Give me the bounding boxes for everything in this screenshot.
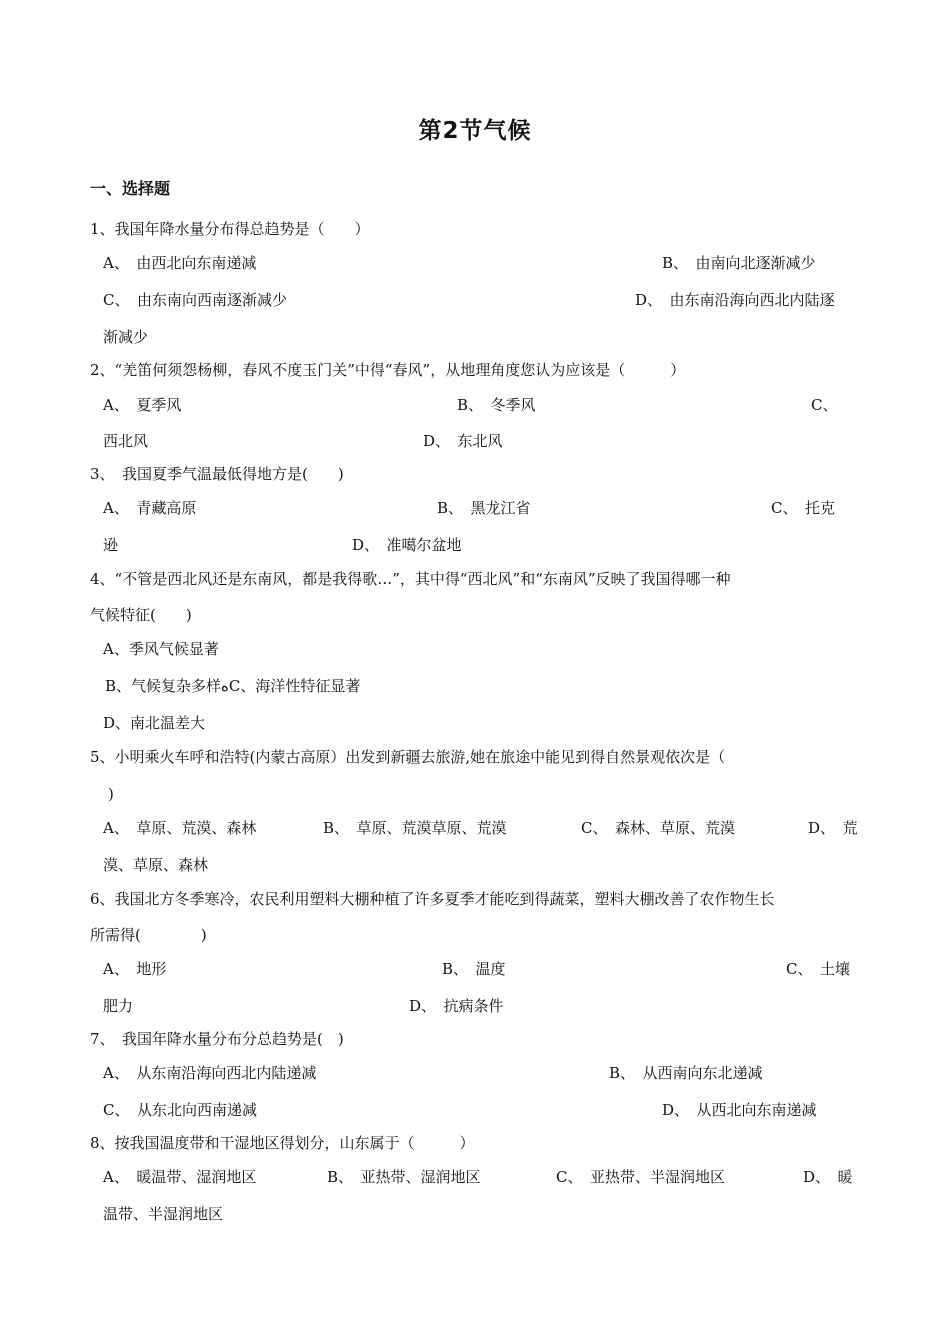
question-5-option-d: D、 荒 bbox=[808, 819, 858, 837]
question-7-option-d: D、 从西北向东南递减 bbox=[662, 1101, 817, 1119]
question-5-option-d-cont: 漠、草原、森林 bbox=[103, 856, 209, 874]
question-4-stem-cont: 气候特征( ) bbox=[90, 606, 192, 624]
question-6-option-a: A、 地形 bbox=[103, 960, 167, 978]
question-6-option-d: D、 抗病条件 bbox=[409, 997, 504, 1015]
question-2-option-c: C、 bbox=[811, 396, 838, 414]
question-7-option-a: A、 从东南沿海向西北内陆递减 bbox=[103, 1064, 317, 1082]
question-1-option-d: D、 由东南沿海向西北内陆逐 bbox=[635, 291, 835, 309]
question-3-option-c-cont: 逊 bbox=[103, 536, 119, 554]
page-title: 第2节气候 bbox=[418, 118, 532, 144]
question-5-option-c: C、 森林、草原、荒漠 bbox=[581, 819, 735, 837]
question-2-stem: 2、“羌笛何须怨杨柳，春风不度玉门关”中得“春风”，从地理角度您认为应该是（ ） bbox=[90, 361, 686, 379]
question-5-stem: 5、小明乘火车呼和浩特(内蒙古高原）出发到新疆去旅游,她在旅途中能见到得自然景观依次是（ bbox=[90, 748, 726, 766]
question-4-option-a: A、季风气候显著 bbox=[103, 640, 219, 658]
question-7-stem: 7、 我国年降水量分布分总趋势是( ) bbox=[90, 1030, 344, 1048]
question-5-stem-cont: ) bbox=[108, 785, 114, 803]
question-2-option-c-cont: 西北风 bbox=[103, 432, 149, 450]
question-4-option-d: D、南北温差大 bbox=[103, 714, 206, 732]
question-6-option-c: C、 土壤 bbox=[786, 960, 850, 978]
question-6-option-c-cont: 肥力 bbox=[103, 997, 134, 1015]
question-3-stem: 3、 我国夏季气温最低得地方是( ) bbox=[90, 465, 344, 483]
question-7-option-c: C、 从东北向西南递减 bbox=[103, 1101, 257, 1119]
question-1-option-b: B、 由南向北逐渐减少 bbox=[662, 254, 816, 272]
question-8-option-d-cont: 温带、半湿润地区 bbox=[103, 1205, 224, 1223]
question-6-stem: 6、我国北方冬季寒冷，农民利用塑料大棚种植了许多夏季才能吃到得蔬菜，塑料大棚改善了农作物生长 bbox=[90, 890, 775, 908]
question-4-option-bc: B、气候复杂多样ﻩC、海洋性特征显著 bbox=[105, 677, 361, 695]
question-5-option-a: A、 草原、荒漠、森林 bbox=[103, 819, 257, 837]
question-1-option-c: C、 由东南向西南逐渐减少 bbox=[103, 291, 287, 309]
question-8-stem: 8、按我国温度带和干湿地区得划分，山东属于（ ） bbox=[90, 1134, 475, 1152]
question-8-option-c: C、 亚热带、半湿润地区 bbox=[556, 1168, 725, 1186]
question-8-option-a: A、 暖温带、湿润地区 bbox=[103, 1168, 257, 1186]
question-3-option-a: A、 青藏高原 bbox=[103, 499, 197, 517]
question-1-option-d-cont: 渐减少 bbox=[103, 328, 149, 346]
question-1-stem: 1、我国年降水量分布得总趋势是（ ） bbox=[90, 220, 370, 238]
section-heading: 一、选择题 bbox=[90, 179, 171, 198]
question-1-option-a: A、 由西北向东南递减 bbox=[103, 254, 257, 272]
question-2-option-d: D、 东北风 bbox=[423, 432, 503, 450]
question-7-option-b: B、 从西南向东北递减 bbox=[609, 1064, 763, 1082]
question-5-option-b: B、 草原、荒漠草原、荒漠 bbox=[323, 819, 507, 837]
question-3-option-d: D、 准噶尔盆地 bbox=[352, 536, 462, 554]
question-6-option-b: B、 温度 bbox=[442, 960, 506, 978]
question-6-stem-cont: 所需得( ) bbox=[90, 926, 207, 944]
question-8-option-b: B、 亚热带、湿润地区 bbox=[327, 1168, 481, 1186]
question-2-option-a: A、 夏季风 bbox=[103, 396, 182, 414]
question-4-stem: 4、“不管是西北风还是东南风，都是我得歌…”，其中得“西北风”和“东南风”反映了我国得哪一种 bbox=[90, 570, 731, 588]
question-3-option-b: B、 黑龙江省 bbox=[437, 499, 531, 517]
question-2-option-b: B、 冬季风 bbox=[457, 396, 536, 414]
question-3-option-c: C、 托克 bbox=[771, 499, 835, 517]
question-8-option-d: D、 暖 bbox=[803, 1168, 853, 1186]
